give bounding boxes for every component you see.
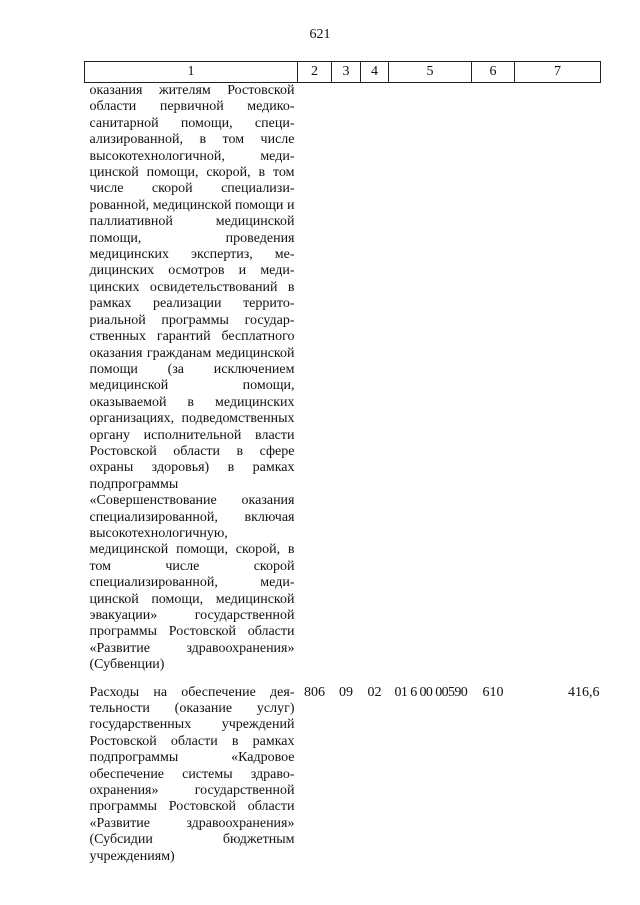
expense-type-code: 610 — [482, 684, 504, 700]
amount — [515, 83, 601, 685]
section-code — [332, 83, 361, 685]
column-header: 4 — [361, 62, 389, 83]
target-article-code: 01 6 00 00590 — [394, 684, 468, 700]
column-header: 7 — [515, 62, 601, 83]
expense-type-code — [472, 83, 515, 685]
table-row — [85, 83, 601, 685]
subsection-code: 02 — [367, 684, 382, 700]
table-row — [85, 685, 601, 865]
page-number: 621 — [309, 27, 331, 42]
expense-description: оказания жителям Ростовской области первичной медико-санитарной помощи, специализированной, в том числе высокотехнологичной, медицинской помощи, скорой, в том числе скорой специализированной, медицинской помощи и паллиативной медицинской помощи, проведения медицинских экспертиз, медицинских осмотров и медицинских освидетельствований в рамках реализации территориальной программы государственных гарантий бесплатного оказания гражданам медицинской помощи (за исключением медицинской помощи, оказываемой в медицинских организациях, подведомственных органу исполнительной власти Ростовской области в сфере охраны здоровья) в рамках подпрограммы «Совершенствование оказания специализированной, включая высокотехнологичную, медицинской помощи, скорой, в том числе скорой специализированной, медицинской помощи, медицинской эвакуации» государственной программы Ростовской области «Развитие здравоохранения» (Субвенции) — [89, 83, 295, 673]
ministry-code — [298, 83, 332, 685]
budget-table — [84, 61, 601, 865]
column-header: 6 — [472, 62, 515, 83]
ministry-code: 806 — [304, 684, 325, 700]
section-code: 09 — [339, 684, 353, 700]
target-article-code — [389, 83, 472, 685]
column-header: 3 — [332, 62, 361, 83]
column-header: 1 — [85, 62, 298, 83]
column-header: 5 — [389, 62, 472, 83]
table-header-row — [85, 62, 601, 83]
amount: 416,6 — [568, 684, 600, 700]
subsection-code — [361, 83, 389, 685]
column-header: 2 — [298, 62, 332, 83]
expense-description: Расходы на обеспечение деятельности (оказание услуг) государственных учреждений Ростовской области в рамках подпрограммы «Кадровое обеспечение системы здравоохранения» государственной программы Ростовской области «Развитие здравоохранения» (Субсидии бюджетным учреждениям) — [89, 684, 295, 864]
